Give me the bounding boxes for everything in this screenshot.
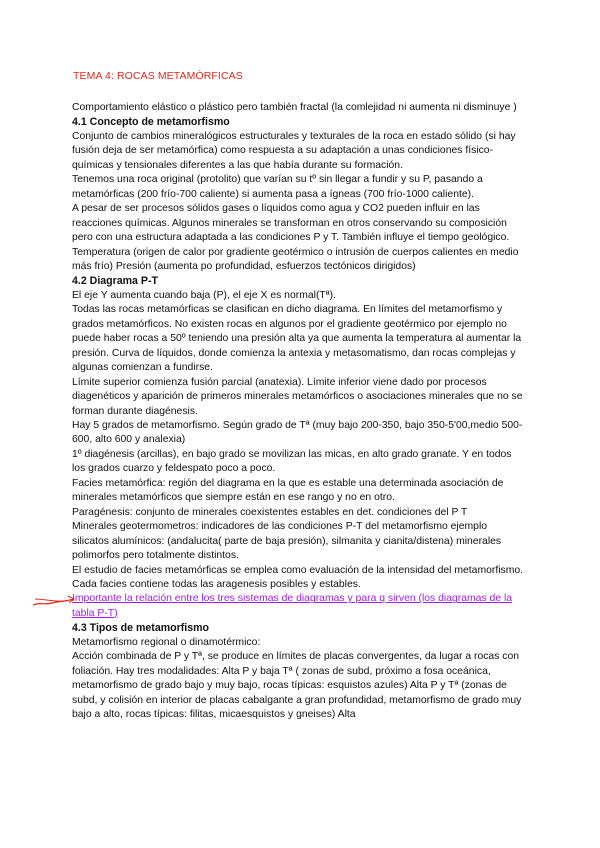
paragraph: Acción combinada de P y Tª, se produce en límites de placas convergentes, da lugar a rocas con foliación. Hay tres modalidades: Alta P y baja Tª ( zonas de subd, próximo a fosa oceánica, metamorfismo de grado bajo y muy bajo, rocas típicas: esquistos azules) Alta P y Tª (zonas de subd, y colisión en interior de placas cabalgante a gran profundidad, metamorfismo de grado muy bajo a alto, rocas típicas: filitas, micaesquistos y gneises) Alta: [72, 651, 522, 721]
highlighted-link-text: Importante la relación entre los tres sistemas de diagramas y para q sirven (los diagramas de la tabla P-T): [72, 593, 513, 619]
paragraph: El eje Y aumenta cuando baja (P), el eje X es normal(Tª).: [72, 289, 336, 301]
paragraph: Facies metamórfica: región del diagrama en la que es estable una determinada asociación de minerales metamórficos que siempre están en ese rango y no en otro.: [72, 477, 504, 504]
section-heading-4-1: 4.1 Concepto de metamorfismo: [72, 116, 230, 129]
document-body: [72, 101, 524, 722]
paragraph: 1º diagénesis (arcillas), en bajo grado se movilizan las micas, en alto grado granate. Y en todos los grados cuarzo y feldespato poco a poco.: [72, 448, 512, 475]
highlighted-note: [72, 592, 524, 621]
paragraph: Minerales geotermometros: indicadores de las condiciones P-T del metamorfismo ejemplo silicatos alumínicos: (andalucita( parte de baja presión), silmanita y cianita/distena) minerales polimorfos pero totalmente distintos.: [72, 521, 502, 562]
section-heading-4-2: 4.2 Diagrama P-T: [72, 275, 158, 288]
paragraph: Metamorfismo regional o dinamotérmico:: [72, 636, 261, 648]
paragraph: Límite superior comienza fusión parcial (anatexia). Límite inferior viene dado por procesos diagenéticos y aparición de primeros minerales metamórficos o asociaciones minerales que no se forman durante diagénesis.: [72, 376, 523, 417]
paragraph: El estudio de facies metamórficas se emplea como evaluación de la intensidad del metamorfismo. Cada facies contiene todas las aragenesis posibles y estables.: [72, 564, 524, 590]
intro-paragraph: Comportamiento elástico o plástico pero también fractal (la comlejidad ni aumenta ni disminuye ): [72, 102, 517, 113]
paragraph: Conjunto de cambios mineralógicos estructurales y texturales de la roca en estado sólido (si hay fusión deja de ser metamórfica) como respuesta a su adaptación a unas condiciones físico-químicas y tensionales diferentes a las que había durante su formación.: [72, 130, 516, 171]
document-title: TEMA 4: ROCAS METAMÓRFICAS: [73, 70, 243, 82]
paragraph: A pesar de ser procesos sólidos gases o líquidos como agua y CO2 pueden influir en las reacciones químicas. Algunos minerales se transforman en otros conservando su composición pero con una estructura adaptada a las condiciones P y T. También influye el tiempo geológico. Temperatura (origen de calor por gradiente geotérmico o intrusión de cuerpos calientes en medio más frío) Presión (aumenta po profundidad, esfuerzos tectónicos dirigidos): [72, 203, 519, 272]
paragraph: Tenemos una roca original (protolito) que varían su tº sin llegar a fundir y su P, pasando a metamórficas (200 frío-700 caliente) si aumenta pasa a ígneas (700 frío-1000 caliente).: [72, 174, 483, 200]
paragraph: Paragénesis: conjunto de minerales coexistentes estables en det. condiciones del P T: [72, 506, 468, 518]
handwritten-arrow-icon: [32, 593, 76, 609]
paragraph: Todas las rocas metamórficas se clasifican en dicho diagrama. En límites del metamorfismo y grados metamórficos. No existen rocas en algunos por el gradiente geotérmico por ejemplo no puede haber rocas a 50º teniendo una presión alta ya que aumenta la temperatura al aumentar la presión. Curva de líquidos, donde comienza la antexia y metasomatismo, dan rocas complejas y algunas comienzan a fundirse.: [72, 304, 522, 374]
paragraph: Hay 5 grados de metamorfismo. Según grado de Tª (muy bajo 200-350, bajo 350-5'00,medio 500-600, alto 600 y analexia): [72, 419, 523, 446]
section-heading-4-3: 4.3 Tipos de metamorfismo: [72, 622, 209, 635]
